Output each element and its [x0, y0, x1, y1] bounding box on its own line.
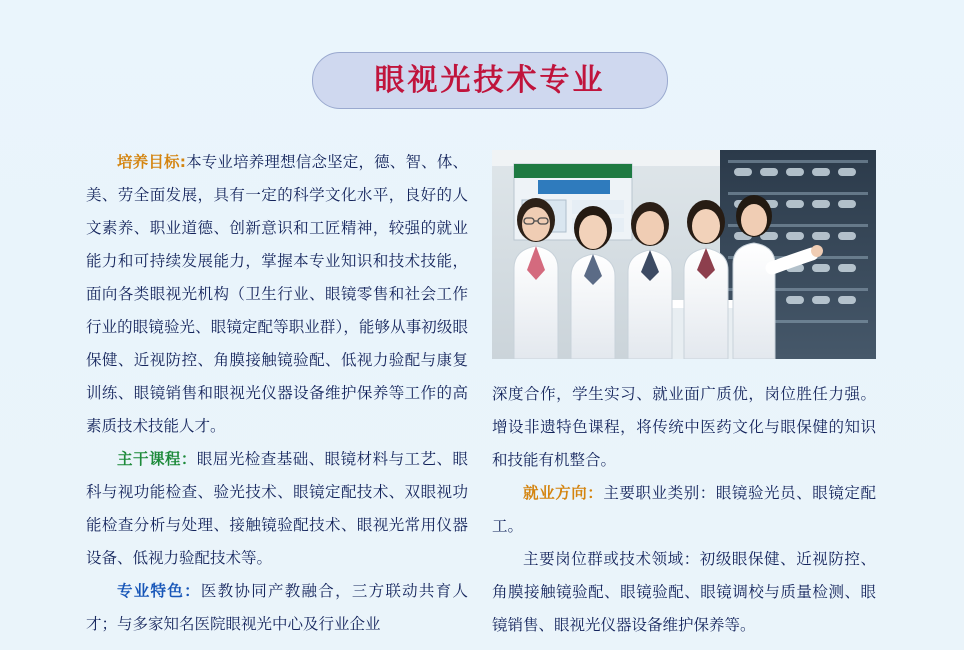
body-job-fields: 主要岗位群或技术领域：初级眼保健、近视防控、角膜接触镜验配、眼镜验配、眼镜调校与质量检测、眼镜销售、眼视光仪器设备维护保养等。	[492, 550, 876, 634]
body-features-continued: 深度合作，学生实习、就业面广质优，岗位胜任力强。增设非遗特色课程，将传统中医药文化与眼保健的知识和技能有机整合。	[492, 385, 876, 469]
body-program-features: 医教协同产教融合，三方联动共育人才；与多家知名医院眼视光中心及行业企业	[86, 582, 468, 633]
page-title-banner	[312, 52, 668, 109]
paragraph-features-continued	[492, 378, 876, 477]
paragraph-program-features	[86, 575, 468, 641]
program-photo	[492, 150, 876, 359]
page-title: 眼视光技术专业	[374, 62, 606, 98]
photo-illustration	[492, 150, 876, 359]
lead-program-features: 专业特色：	[117, 582, 201, 600]
paragraph-training-goal	[86, 146, 468, 443]
body-core-courses: 眼屈光检查基础、眼镜材料与工艺、眼科与视功能检查、验光技术、眼镜定配技术、双眼视功能检查分析与处理、接触镜验配技术、眼视光常用仪器设备、低视力验配技术等。	[86, 450, 468, 567]
lead-core-courses: 主干课程：	[117, 450, 197, 468]
lead-training-goal: 培养目标:	[117, 153, 186, 171]
left-text-column	[86, 146, 468, 641]
body-training-goal: 本专业培养理想信念坚定，德、智、体、美、劳全面发展，具有一定的科学文化水平，良好的人文素养、职业道德、创新意识和工匠精神，较强的就业能力和可持续发展能力，掌握本专业知识和技术技能，面向各类眼视光机构（卫生行业、眼镜零售和社会工作行业的眼镜验光、眼镜定配等职业群），能够从事初级眼保健、近视防控、角膜接触镜验配、低视力验配与康复训练、眼镜销售和眼视光仪器设备维护保养等工作的高素质技术技能人才。	[86, 153, 468, 435]
paragraph-job-fields	[492, 543, 876, 642]
lead-employment-direction: 就业方向：	[523, 484, 604, 502]
body-employment-direction: 主要职业类别：眼镜验光员、眼镜定配工。	[492, 484, 876, 535]
paragraph-core-courses	[86, 443, 468, 575]
right-text-column	[492, 378, 876, 642]
paragraph-employment-direction	[492, 477, 876, 543]
